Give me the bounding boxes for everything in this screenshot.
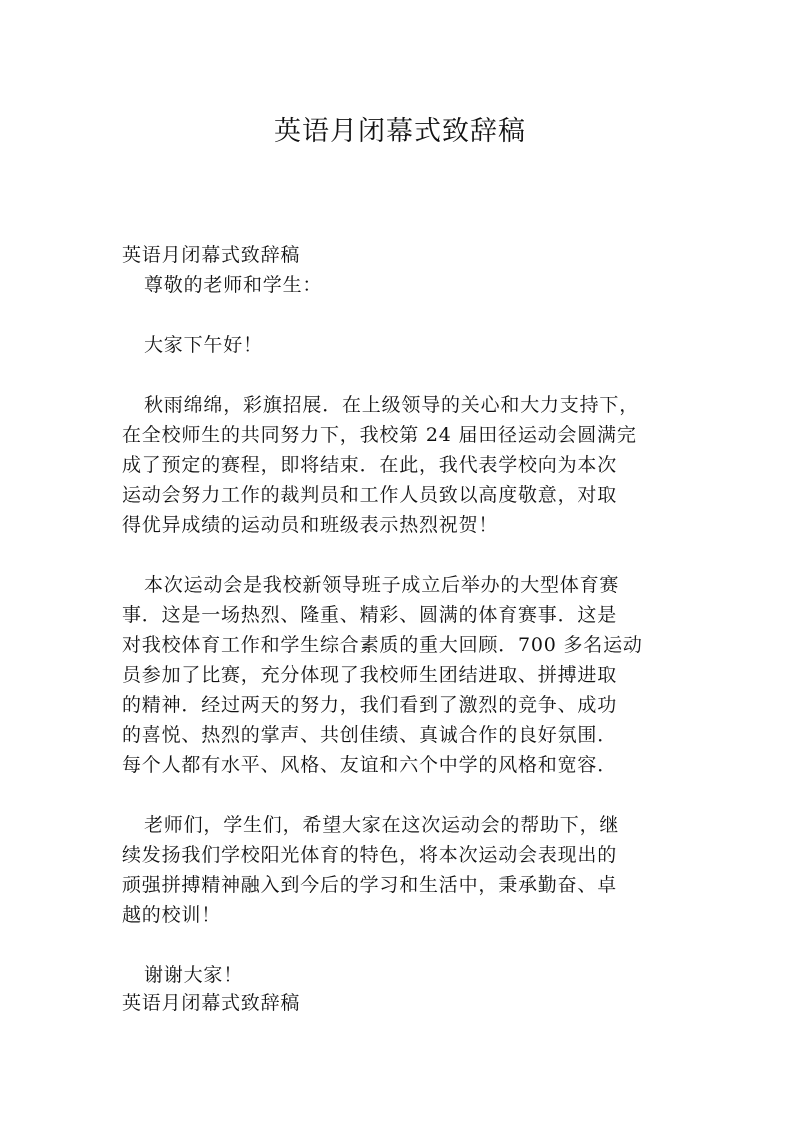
paragraph-line: 的喜悦、热烈的掌声、共创佳绩、真诚合作的良好氛围． (122, 724, 618, 746)
paragraph-line: 在全校师生的共同努力下，我校第 24 届田径运动会圆满完 (122, 424, 637, 446)
paragraph-line: 事．这是一场热烈、隆重、精彩、圆满的体育赛事．这是 (122, 604, 618, 626)
paragraph-line: 本次运动会是我校新领导班子成立后举办的大型体育赛 (144, 574, 620, 596)
blank-line (122, 780, 682, 810)
paragraph-line: 每个人都有水平、风格、友谊和六个中学的风格和宽容． (122, 754, 618, 776)
greeting: 大家下午好！ (144, 334, 263, 356)
paragraph-3 (122, 810, 682, 930)
blank-line (122, 540, 682, 570)
document-body (122, 240, 682, 990)
paragraph-2 (122, 570, 682, 780)
paragraph-line: 秋雨绵绵，彩旗招展．在上级领导的关心和大力支持下， (144, 394, 640, 416)
document-title: 英语月闭幕式致辞稿 (274, 116, 526, 147)
blank-line (122, 300, 682, 330)
salutation: 尊敬的老师和学生： (144, 274, 323, 296)
paragraph-1 (122, 390, 682, 540)
paragraph-line: 越的校训！ (122, 904, 222, 926)
paragraph-line: 对我校体育工作和学生综合素质的重大回顾．700 多名运动 (122, 634, 643, 656)
blank-line (122, 360, 682, 390)
paragraph-line: 的精神．经过两天的努力，我们看到了激烈的竞争、成功 (122, 694, 618, 716)
closing: 谢谢大家！ (144, 964, 244, 986)
paragraph-line: 续发扬我们学校阳光体育的特色，将本次运动会表现出的 (122, 844, 618, 866)
paragraph-line: 老师们，学生们，希望大家在这次运动会的帮助下，继 (144, 814, 620, 836)
paragraph-line: 顽强拼搏精神融入到今后的学习和生活中，秉承勤奋、卓 (122, 874, 618, 896)
blank-line (122, 930, 682, 960)
document-footer: 英语月闭幕式致辞稿 (122, 992, 301, 1014)
paragraph-line: 员参加了比赛，充分体现了我校师生团结进取、拼搏进取 (122, 664, 618, 686)
paragraph-line: 成了预定的赛程，即将结束．在此，我代表学校向为本次 (122, 454, 618, 476)
paragraph-line: 运动会努力工作的裁判员和工作人员致以高度敬意，对取 (122, 484, 618, 506)
header-line: 英语月闭幕式致辞稿 (122, 244, 301, 266)
paragraph-line: 得优异成绩的运动员和班级表示热烈祝贺！ (122, 514, 499, 536)
